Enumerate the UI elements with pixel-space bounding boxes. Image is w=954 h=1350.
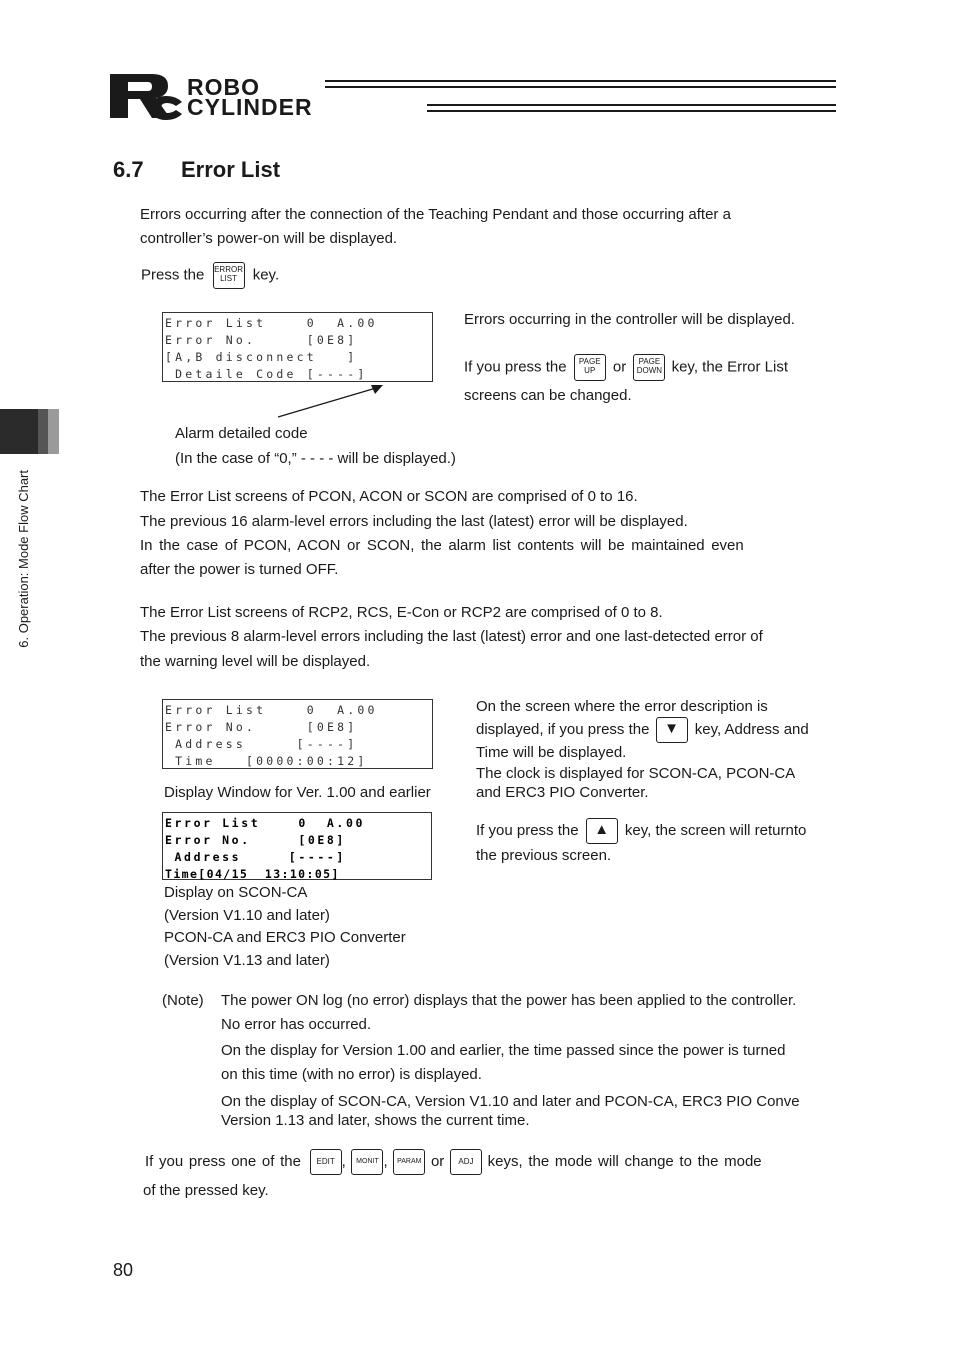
right-text: The clock is displayed for SCON-CA, PCON-CA bbox=[476, 765, 796, 782]
lcd-error-list-screen bbox=[162, 312, 433, 382]
key-label: DOWN bbox=[636, 366, 663, 375]
key-label: PAGE bbox=[638, 357, 661, 366]
body-text: the warning level will be displayed. bbox=[140, 653, 371, 670]
note-text: The power ON log (no error) displays that the power has been applied to the controller. bbox=[221, 992, 797, 1009]
note-text: on this time (with no error) is displayed. bbox=[221, 1066, 482, 1083]
body-text: after the power is turned OFF. bbox=[140, 561, 339, 578]
instruction-text: key. bbox=[252, 266, 280, 284]
right-text: Time will be displayed. bbox=[476, 744, 627, 761]
instruction-text: key, the screen will returnto bbox=[624, 821, 807, 839]
page-number: 80 bbox=[113, 1260, 134, 1280]
lcd-address-time-screen bbox=[162, 699, 433, 769]
press-error-list-instruction bbox=[141, 262, 279, 289]
instruction-text: or bbox=[612, 358, 627, 376]
note-text: Version 1.13 and later, shows the current time. bbox=[221, 1112, 530, 1129]
note-label: (Note) bbox=[162, 992, 204, 1009]
chapter-label: 6. Operation: Mode Flow Chart bbox=[16, 470, 31, 648]
logo-word-cylinder: CYLINDER bbox=[187, 94, 313, 120]
lcd-caption-block bbox=[164, 882, 406, 972]
instruction-text: If you press one of the bbox=[145, 1152, 301, 1170]
monit-key-icon: MONIT bbox=[351, 1149, 383, 1175]
logo-word-robo: ROBO bbox=[187, 74, 260, 100]
lcd-caption: (Version V1.13 and later) bbox=[164, 951, 330, 969]
page-down-key-icon bbox=[633, 354, 665, 381]
rc-logo-icon bbox=[108, 72, 184, 120]
key-label: PAGE bbox=[578, 357, 601, 366]
section-title: Error List bbox=[181, 157, 281, 182]
instruction-text: key, the Error List bbox=[671, 358, 789, 376]
lcd-row: Time [0000:00:12] bbox=[165, 754, 368, 768]
body-text: The previous 16 alarm-level errors including the last (latest) error will be displayed. bbox=[140, 513, 688, 530]
lcd-caption: PCON-CA and ERC3 PIO Converter bbox=[164, 929, 406, 946]
page-keys-instruction bbox=[464, 354, 788, 381]
chapter-tab-stripe bbox=[38, 409, 48, 454]
body-text: In the case of PCON, ACON or SCON, the alarm list contents will be maintained even bbox=[140, 537, 744, 554]
error-list-key-icon bbox=[213, 262, 245, 289]
key-label: LIST bbox=[220, 274, 237, 283]
body-text: of the pressed key. bbox=[143, 1182, 269, 1199]
header-rule bbox=[427, 104, 836, 106]
intro-line: controller’s power-on will be displayed. bbox=[140, 230, 398, 247]
note-text: On the display for Version 1.00 and earlier, the time passed since the power is turned bbox=[221, 1042, 786, 1059]
lcd-row: Error No. [0E8] bbox=[165, 833, 346, 847]
body-text: The Error List screens of PCON, ACON or SCON are comprised of 0 to 16. bbox=[140, 488, 638, 505]
param-key-icon: PARAM bbox=[393, 1149, 425, 1175]
instruction-text: key, Address and bbox=[694, 720, 809, 738]
body-text: The Error List screens of RCP2, RCS, E-Con or RCP2 are comprised of 0 to 8. bbox=[140, 604, 663, 621]
lcd-caption: Display on SCON-CA bbox=[164, 884, 308, 901]
lcd-caption: Display Window for Ver. 1.00 and earlier bbox=[164, 784, 431, 801]
right-text: and ERC3 PIO Converter. bbox=[476, 784, 649, 801]
alarm-note: Alarm detailed code bbox=[175, 425, 308, 442]
right-text: screens can be changed. bbox=[464, 387, 632, 404]
instruction-text: Press the bbox=[141, 266, 205, 284]
lcd-row: Error List 0 A.00 bbox=[165, 816, 365, 830]
right-text: the previous screen. bbox=[476, 847, 612, 864]
mode-keys-instruction bbox=[145, 1149, 762, 1175]
intro-line: Errors occurring after the connection of the Teaching Pendant and those occurring after a bbox=[140, 206, 731, 223]
header-rule bbox=[427, 110, 836, 112]
lcd-scon-ca-screen bbox=[162, 812, 432, 880]
instruction-text: If you press the bbox=[464, 358, 567, 376]
edit-key-icon: EDIT bbox=[310, 1149, 342, 1175]
up-key-instruction bbox=[476, 818, 806, 844]
lcd-row: Time[04/15 13:10:05] bbox=[165, 867, 340, 881]
arrow-icon bbox=[272, 380, 392, 422]
key-label: UP bbox=[584, 366, 596, 375]
lcd-row: Error No. [0E8] bbox=[165, 333, 358, 347]
lcd-row: Address [----] bbox=[165, 850, 346, 864]
instruction-text: , bbox=[383, 1152, 388, 1170]
chapter-tab bbox=[0, 409, 38, 454]
right-text-block bbox=[476, 764, 795, 802]
header-rule bbox=[325, 80, 836, 82]
instruction-text: , bbox=[341, 1152, 346, 1170]
note-text: No error has occurred. bbox=[221, 1016, 372, 1033]
down-key-instruction bbox=[476, 717, 809, 743]
lcd-row: Address [----] bbox=[165, 737, 358, 751]
adj-key-icon: ADJ bbox=[450, 1149, 482, 1175]
right-text: Errors occurring in the controller will be displayed. bbox=[464, 311, 795, 328]
body-text: The previous 8 alarm-level errors including the last (latest) error and one last-detected error of bbox=[140, 628, 763, 645]
chapter-tab-stripe bbox=[48, 409, 59, 454]
instruction-text: or bbox=[430, 1152, 445, 1170]
lcd-row: Detaile Code [----] bbox=[165, 367, 368, 381]
lcd-row: Error List 0 A.00 bbox=[165, 703, 378, 717]
lcd-row: [A,B disconnect ] bbox=[165, 350, 358, 364]
note-text: On the display of SCON-CA, Version V1.10 and later and PCON-CA, ERC3 PIO Conve bbox=[221, 1093, 800, 1110]
alarm-note: (In the case of “0,” - - - - will be displayed.) bbox=[175, 450, 456, 467]
section-number: 6.7 bbox=[113, 157, 144, 182]
page-up-key-icon bbox=[574, 354, 606, 381]
up-arrow-key-icon: ▲ bbox=[586, 818, 618, 844]
down-arrow-key-icon: ▼ bbox=[656, 717, 688, 743]
instruction-text: displayed, if you press the bbox=[476, 720, 650, 738]
header-rule bbox=[325, 86, 836, 88]
instruction-text: If you press the bbox=[476, 821, 579, 839]
lcd-row: Error List 0 A.00 bbox=[165, 316, 378, 330]
note-text-block bbox=[221, 1092, 842, 1130]
instruction-text: keys, the mode will change to the mode bbox=[487, 1152, 762, 1170]
section-heading bbox=[113, 156, 280, 184]
lcd-caption: (Version V1.10 and later) bbox=[164, 906, 330, 924]
key-label: ERROR bbox=[214, 265, 243, 274]
right-text: On the screen where the error description is bbox=[476, 698, 768, 715]
lcd-row: Error No. [0E8] bbox=[165, 720, 358, 734]
